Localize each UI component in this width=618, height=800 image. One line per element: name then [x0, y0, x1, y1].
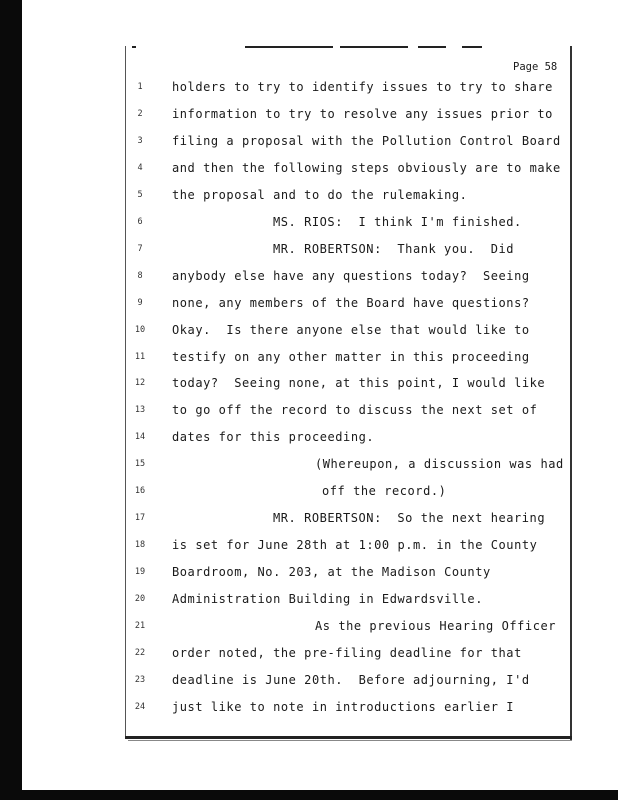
scan-left-border: [0, 0, 22, 800]
top-rule-segment: [340, 46, 408, 48]
transcript-line: MS. RIOS: I think I'm finished.: [273, 214, 522, 229]
transcript-line: deadline is June 20th. Before adjourning, I'd: [172, 672, 530, 687]
transcript-line: holders to try to identify issues to try to share: [172, 80, 553, 94]
transcript-line: testify on any other matter in this proceeding: [172, 349, 530, 364]
line-number: 3: [137, 135, 143, 146]
transcript-line: Okay. Is there anyone else that would like to: [172, 322, 530, 337]
top-rule-segment: [418, 46, 446, 48]
transcript-line: Administration Building in Edwardsville.: [172, 592, 483, 607]
line-number: 5: [137, 189, 143, 200]
top-rule-segment: [132, 46, 136, 48]
transcript-line: MR. ROBERTSON: Thank you. Did: [273, 241, 515, 256]
transcript-line: MR. ROBERTSON: So the next hearing: [273, 511, 546, 526]
page-frame-bottom-shadow: [128, 740, 572, 741]
scan-bottom-border: [0, 790, 618, 800]
transcript-line: As the previous Hearing Officer: [315, 619, 557, 633]
transcript-line: anybody else have any questions today? Seeing: [172, 268, 530, 283]
top-rule-segment: [245, 46, 333, 48]
line-number: 2: [137, 108, 143, 119]
transcript-line: and then the following steps obviously are to make: [172, 160, 561, 175]
line-number: 24: [134, 701, 146, 712]
transcript-line: (Whereupon, a discussion was had: [315, 457, 564, 472]
line-number: 19: [134, 567, 146, 578]
transcript-line: none, any members of the Board have questions?: [172, 295, 530, 310]
transcript-line: dates for this proceeding.: [172, 430, 375, 445]
page-frame-bottom: [125, 736, 572, 739]
line-number: 21: [134, 621, 146, 631]
page-frame-right: [570, 46, 572, 740]
transcript-line: just like to note in introductions earlier I: [172, 699, 515, 714]
line-number: 16: [134, 486, 146, 497]
transcript-line: today? Seeing none, at this point, I would like: [172, 376, 546, 391]
transcript-line: off the record.): [322, 484, 447, 499]
transcript-line: Boardroom, No. 203, at the Madison County: [172, 565, 491, 580]
line-number: 22: [134, 647, 146, 658]
transcript-line: information to try to resolve any issues prior to: [172, 106, 553, 121]
page-frame-left: [125, 46, 126, 738]
line-number: 7: [137, 243, 143, 254]
line-number: 10: [134, 324, 146, 335]
line-number: 4: [137, 162, 143, 173]
line-number: 20: [134, 594, 146, 605]
transcript-line: the proposal and to do the rulemaking.: [172, 187, 468, 202]
line-number: 12: [134, 378, 146, 389]
top-rule-segment: [462, 46, 482, 48]
line-number: 17: [134, 513, 146, 524]
line-number: 8: [137, 270, 143, 281]
line-number: 13: [134, 405, 146, 416]
transcript-line: order noted, the pre-filing deadline for that: [172, 645, 522, 660]
line-number: 11: [134, 351, 146, 362]
line-number: 15: [134, 459, 146, 470]
transcript-line: to go off the record to discuss the next set of: [172, 403, 538, 418]
transcript-line: filing a proposal with the Pollution Control Board: [172, 133, 561, 148]
transcript-line: is set for June 28th at 1:00 p.m. in the County: [172, 538, 538, 553]
line-number: 9: [137, 297, 143, 308]
page-number: Page 58: [513, 61, 558, 73]
line-number: 14: [134, 432, 146, 443]
line-number: 6: [137, 216, 143, 227]
line-number: 1: [137, 82, 143, 92]
line-number: 18: [134, 540, 146, 551]
line-number: 23: [134, 674, 146, 685]
